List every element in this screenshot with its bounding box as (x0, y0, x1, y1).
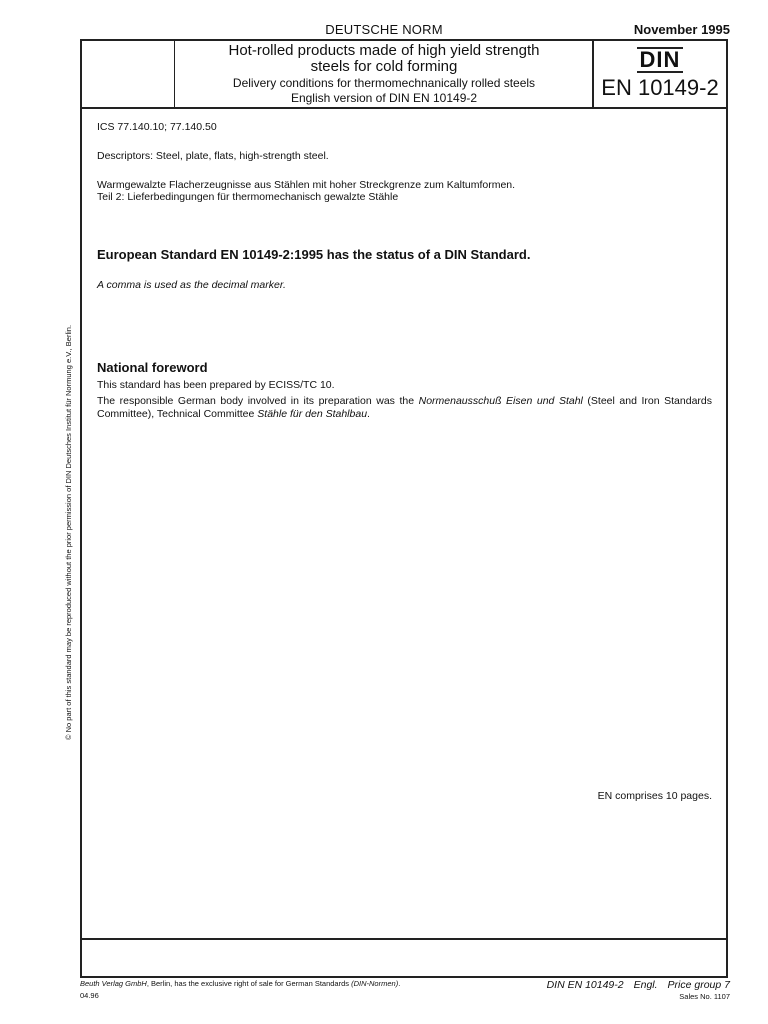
footer-publisher-end: . (398, 979, 401, 988)
document-subtitle (176, 76, 592, 106)
page-count-note: EN comprises 10 pages. (597, 790, 712, 802)
document-title (176, 43, 592, 75)
footer-price-group: Price group 7 (667, 979, 730, 991)
footer-publisher-note (80, 979, 400, 988)
foreword-p2-text-c: . (367, 408, 370, 420)
foreword-heading: National foreword (97, 360, 208, 375)
header-box (80, 39, 728, 109)
foreword-p2-text-a: The responsible German body involved in its preparation was the (97, 395, 419, 407)
foreword-p2-committee-name: Normenausschuß Eisen und Stahl (418, 395, 583, 407)
footer-edition-date: 04.96 (80, 991, 99, 1000)
footer-din-normen: (DIN-Normen) (351, 979, 399, 988)
footer-publisher-name: Beuth Verlag GmbH (80, 979, 147, 988)
main-frame (80, 109, 728, 978)
document-subtitle-line1: Delivery conditions for thermomechnanically rolled steels (232, 76, 536, 90)
din-logo-word: DIN (637, 47, 684, 73)
title-area (176, 43, 592, 106)
din-logo (594, 47, 726, 101)
decimal-marker-note: A comma is used as the decimal marker. (97, 279, 286, 291)
top-center-heading: DEUTSCHE NORM (325, 22, 443, 37)
bottom-strip-divider (82, 938, 726, 940)
ics-codes: ICS 77.140.10; 77.140.50 (97, 121, 217, 133)
footer-language: Engl. (633, 979, 658, 991)
foreword-p2-text-b: (Steel and Iron Standards Committee), Technical Committee (97, 395, 712, 420)
german-title-line2: Teil 2: Lieferbedingungen für thermomechanisch gewalzte Stähle (97, 191, 399, 203)
footer-sales-number: Sales No. 1107 (679, 992, 730, 1001)
footer-publisher-text: , Berlin, has the exclusive right of sale for German Standards (146, 979, 352, 988)
publication-date: November 1995 (633, 22, 730, 37)
status-statement: European Standard EN 10149-2:1995 has the status of a DIN Standard. (97, 247, 531, 262)
descriptors: Descriptors: Steel, plate, flats, high-strength steel. (97, 150, 329, 162)
document-title-line1: Hot-rolled products made of high yield strength (228, 42, 540, 59)
copyright-notice: © No part of this standard may be reproduced without the prior permission of DIN Deutsches Institut für Normung e.V., Berlin. (64, 324, 73, 740)
german-title-line1: Warmgewalzte Flacherzeugnisse aus Stählen mit hoher Streckgrenze zum Kaltumformen. (97, 179, 516, 191)
footer-doc-ref: DIN EN 10149-2 (546, 979, 624, 991)
footer-document-reference (547, 979, 730, 991)
header-divider-left (174, 41, 175, 107)
standard-number: EN 10149-2 (601, 75, 719, 100)
foreword-paragraph-2 (97, 395, 712, 421)
foreword-paragraph-1: This standard has been prepared by ECISS/TC 10. (97, 379, 335, 391)
foreword-p2-technical-committee: Stähle für den Stahlbau (257, 408, 368, 420)
document-title-line2: steels for cold forming (310, 58, 458, 75)
document-subtitle-line2: English version of DIN EN 10149-2 (290, 91, 478, 105)
